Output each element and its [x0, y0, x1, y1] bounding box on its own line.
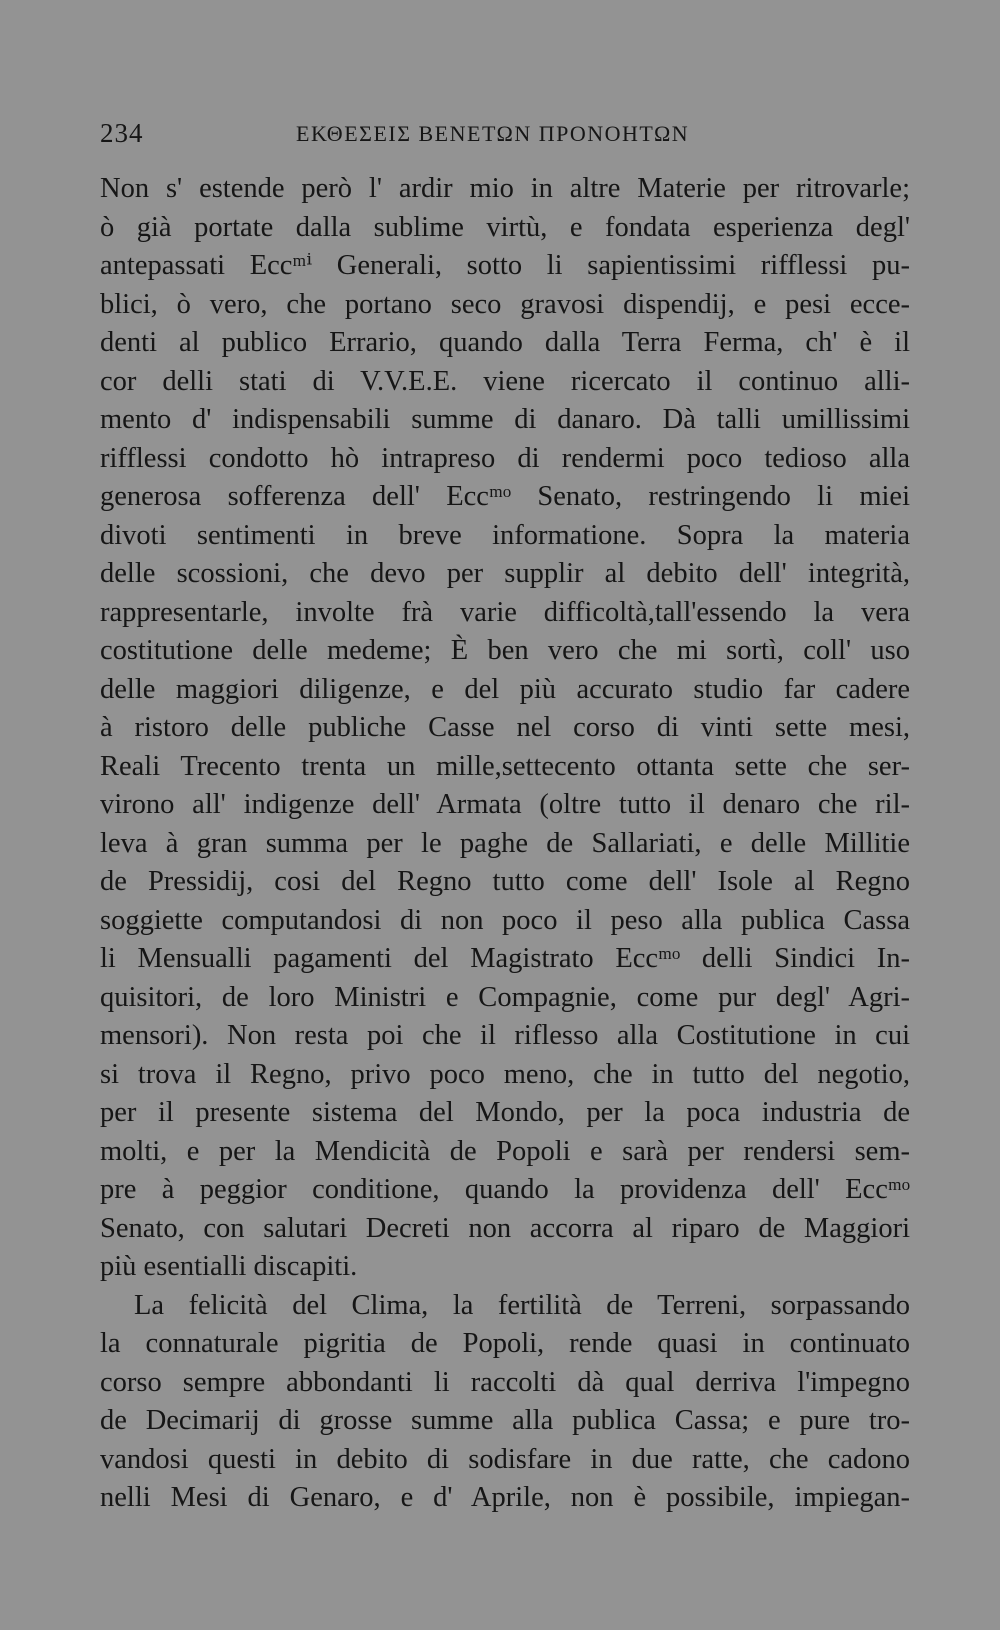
text-line: rifflessi condotto hò intrapreso di rendermi poco tedioso alla [100, 442, 910, 474]
text-line: denti al publico Errario, quando dalla Terra Ferma, ch' è il [100, 327, 910, 358]
page-header [100, 118, 910, 158]
text-line: ò già portate dalla sublime virtù, e fondata esperienza degl' [100, 211, 910, 243]
running-title: ΕΚΘΕΣΕΙΣ ΒΕΝΕΤΩΝ ΠΡΟΝΟΗΤΩΝ [296, 121, 690, 146]
text-line: più esentialli discapiti. [100, 1251, 358, 1282]
text-line: li Mensualli pagamenti del Magistrato Eccᵐᵒ delli Sindici In- [100, 943, 910, 974]
text-line: mento d' indispensabili summe di danaro. Dà talli umillissimi [100, 404, 910, 435]
text-line: cor delli stati di V.V.E.E. viene ricercato il continuo alli- [100, 365, 910, 397]
page-number: 234 [100, 118, 144, 148]
text-line: pre à peggior conditione, quando la providenza dell' Eccᵐᵒ [100, 1174, 910, 1205]
text-line: si trova il Regno, privo poco meno, che in tutto del negotio, [100, 1058, 910, 1090]
text-line: rappresentarle, involte frà varie difficoltà,tall'essendo la vera [100, 596, 910, 628]
text-line: leva à gran summa per le paghe de Sallariati, e delle Millitie [100, 827, 910, 859]
text-line: soggiette computandosi di non poco il peso alla publica Cassa [100, 904, 910, 936]
text-line: vandosi questi in debito di sodisfare in due ratte, che cadono [100, 1443, 910, 1475]
text-line: à ristoro delle publiche Casse nel corso di vinti sette mesi, [100, 712, 910, 743]
body-text [100, 170, 910, 1518]
text-line: virono all' indigenze dell' Armata (oltre tutto il denaro che ril- [100, 789, 910, 820]
text-line: generosa sofferenza dell' Eccᵐᵒ Senato, restringendo li miei [100, 481, 910, 512]
text-line: mensori). Non resta poi che il riflesso alla Costitutione in cui [100, 1020, 910, 1051]
text-line: Non s' estende però l' ardir mio in altre Materie per ritrovarle; [100, 173, 910, 204]
text-line: antepassati Eccᵐⁱ Generali, sotto li sapientissimi rifflessi pu- [100, 250, 910, 281]
text-line: La felicità del Clima, la fertilità de Terreni, sorpassando [134, 1289, 910, 1321]
text-line: delle scossioni, che devo per supplir al debito dell' integrità, [100, 558, 910, 589]
text-line: blici, ò vero, che portano seco gravosi dispendij, e pesi ecce- [100, 288, 910, 320]
text-line: de Decimarij di grosse summe alla publica Cassa; e pure tro- [100, 1405, 910, 1436]
text-line: nelli Mesi di Genaro, e d' Aprile, non è possibile, impiegan- [100, 1482, 910, 1513]
text-line: quisitori, de loro Ministri e Compagnie, come pur degl' Agri- [100, 981, 910, 1013]
text-line: de Pressidij, cosi del Regno tutto come dell' Isole al Regno [100, 866, 910, 897]
text-line: corso sempre abbondanti li raccolti dà qual derriva l'impegno [100, 1366, 910, 1398]
text-line: Senato, con salutari Decreti non accorra al riparo de Maggiori [100, 1212, 910, 1244]
text-line: molti, e per la Mendicità de Popoli e sarà per rendersi sem- [100, 1135, 910, 1167]
text-line: per il presente sistema del Mondo, per la poca industria de [100, 1097, 910, 1128]
text-line: costitutione delle medeme; È ben vero che mi sortì, coll' uso [100, 635, 910, 666]
text-line: divoti sentimenti in breve informatione. Sopra la materia [100, 519, 910, 551]
text-line: la connaturale pigritia de Popoli, rende quasi in continuato [100, 1328, 910, 1359]
text-line: delle maggiori diligenze, e del più accurato studio far cadere [100, 673, 910, 705]
text-line: Reali Trecento trenta un mille,settecento ottanta sette che ser- [100, 750, 910, 782]
